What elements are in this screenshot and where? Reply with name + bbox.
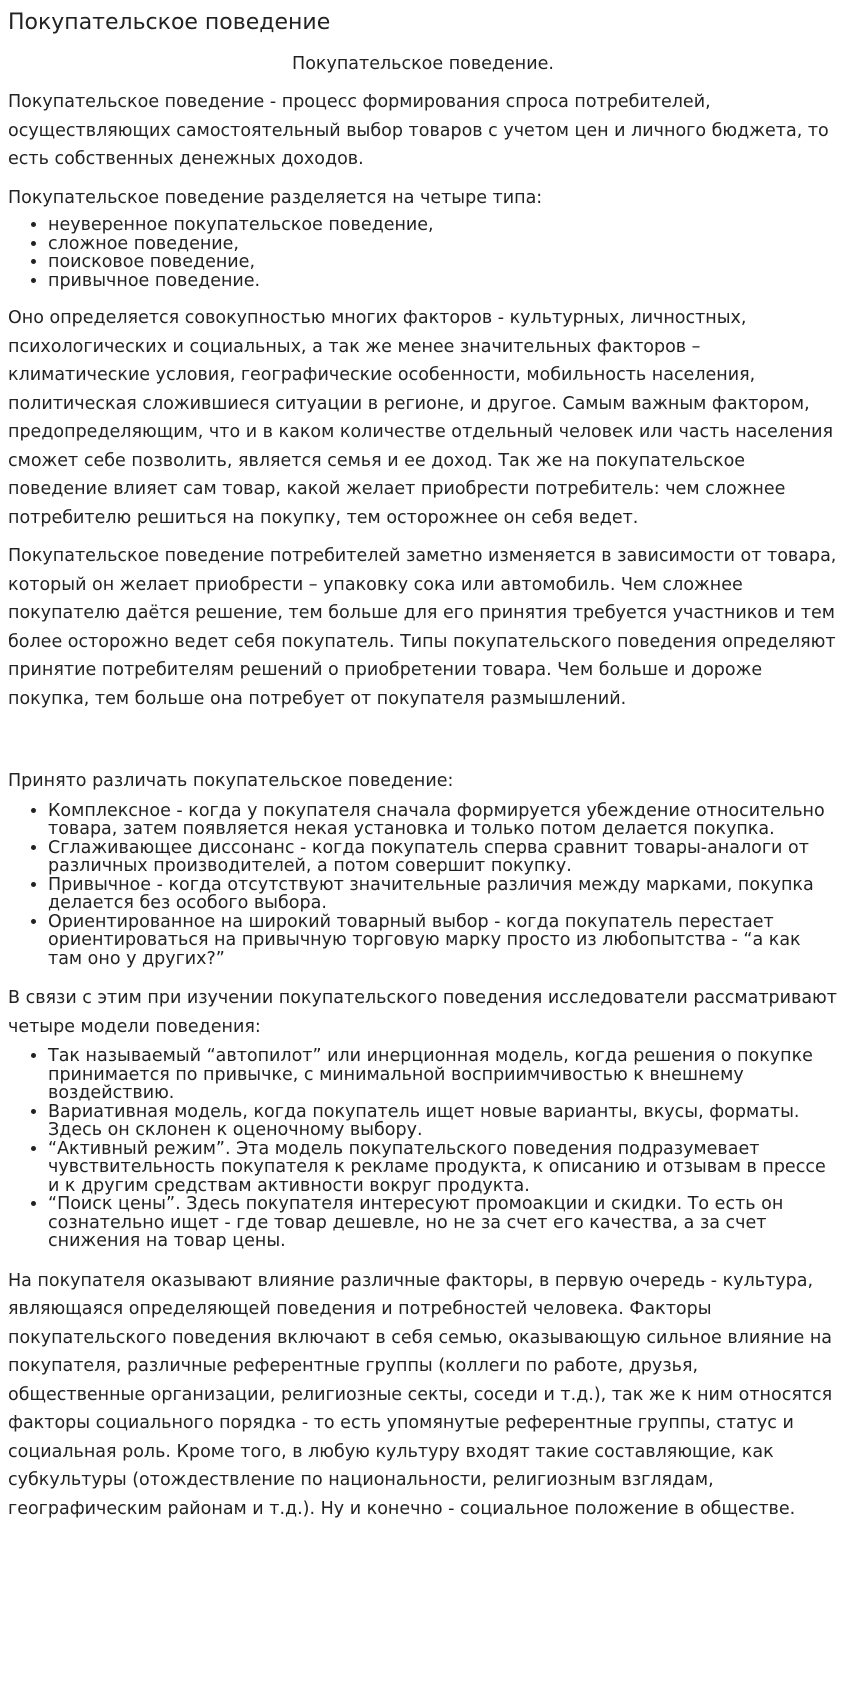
list-item: • “Поиск цены”. Здесь покупателя интересуют промоакции и скидки. То есть он сознательно ищет - где товар дешевле, но не за счет его качества, а за счет снижения на товар цены. (48, 1195, 838, 1251)
list-item: • сложное поведение, (48, 235, 838, 254)
list-item: • Привычное - когда отсутствуют значительные различия между марками, покупка делается без особого выбора. (48, 876, 838, 913)
definition-paragraph: Покупательское поведение - процесс формирования спроса потребителей, осуществляющих самостоятельный выбор товаров с учетом цен и личного бюджета, то есть собственных денежных доходов. (8, 92, 829, 169)
article (0, 8, 838, 1523)
list-item: • Вариативная модель, когда покупатель ищет новые варианты, вкусы, форматы. Здесь он склонен к оценочному выбору. (48, 1103, 838, 1140)
list-item: • Сглаживающее диссонанс - когда покупатель сперва сравнит товары-аналоги от различных производителей, а потом совершит покупку. (48, 839, 838, 876)
types-intro: Покупательское поведение разделяется на четыре типа: (8, 187, 543, 208)
page-title: Покупательское поведение (8, 10, 331, 35)
list-item: • Комплексное - когда у покупателя сначала формируется убеждение относительно товара, затем появляется некая установка и только потом делается покупка. (48, 802, 838, 839)
kinds-intro: Принято различать покупательское поведение: (8, 771, 454, 791)
models-intro: В связи с этим при изучении покупательского поведения исследователи рассматривают четыре модели поведения: (8, 988, 837, 1037)
list-item: • неуверенное покупательское поведение, (48, 216, 838, 235)
factors-paragraph: Оно определяется совокупностью многих факторов - культурных, личностных, психологических и социальных, а так же менее значительных факторов – климатические условия, географические особенности, мобильность населения, политическая сложившиеся ситуации в регионе, и другое. Самым важным фактором, предопределяющим, что и в каком количестве отдельный человек или часть населения сможет себе позволить, является семья и ее доход. Так же на покупательское поведение влияет сам товар, какой желает приобрести потребитель: чем сложнее потребителю решиться на покупку, тем осторожнее он себя ведет. (8, 308, 834, 528)
types-list (8, 216, 838, 290)
list-item: • привычное поведение. (48, 272, 838, 291)
list-item: • Ориентированное на широкий товарный выбор - когда покупатель перестает ориентироваться на привычную торговую марку просто из любопытства - “а как там оно у других?” (48, 913, 838, 969)
article-subtitle: Покупательское поведение. (292, 54, 554, 74)
models-list (8, 1047, 838, 1251)
list-item: • Так называемый “автопилот” или инерционная модель, когда решения о покупке принимается по привычке, с минимальной восприимчивостью к внешнему воздействию. (48, 1047, 838, 1103)
behavior-paragraph: Покупательское поведение потребителей заметно изменяется в зависимости от товара, который он желает приобрести – упаковку сока или автомобиль. Чем сложнее покупателю даётся решение, тем больше для его принятия требуется участников и тем более осторожно ведет себя покупатель. Типы покупательского поведения определяют принятие потребителям решений о приобретении товара. Чем больше и дороже покупка, тем больше она потребует от покупателя размышлений. (8, 546, 837, 709)
list-item: • поисковое поведение, (48, 253, 838, 272)
kinds-list (8, 802, 838, 969)
list-item: • “Активный режим”. Эта модель покупательского поведения подразумевает чувствительность покупателя к рекламе продукта, к описанию и отзывам в прессе и к другим средствам активности вокруг продукта. (48, 1140, 838, 1196)
culture-paragraph: На покупателя оказывают влияние различные факторы, в первую очередь - культура, являющаяся определяющей поведения и потребностей человека. Факторы покупательского поведения включают в себя семью, оказывающую сильное влияние на покупателя, различные референтные группы (коллеги по работе, друзья, общественные организации, религиозные секты, соседи и т.д.), так же к ним относятся факторы социального порядка - то есть упомянутые референтные группы, статус и социальная роль. Кроме того, в любую культуру входят такие составляющие, как субкультуры (отождествление по национальности, религиозным взглядам, географическим районам и т.д.). Ну и конечно - социальное положение в обществе. (8, 1270, 833, 1519)
